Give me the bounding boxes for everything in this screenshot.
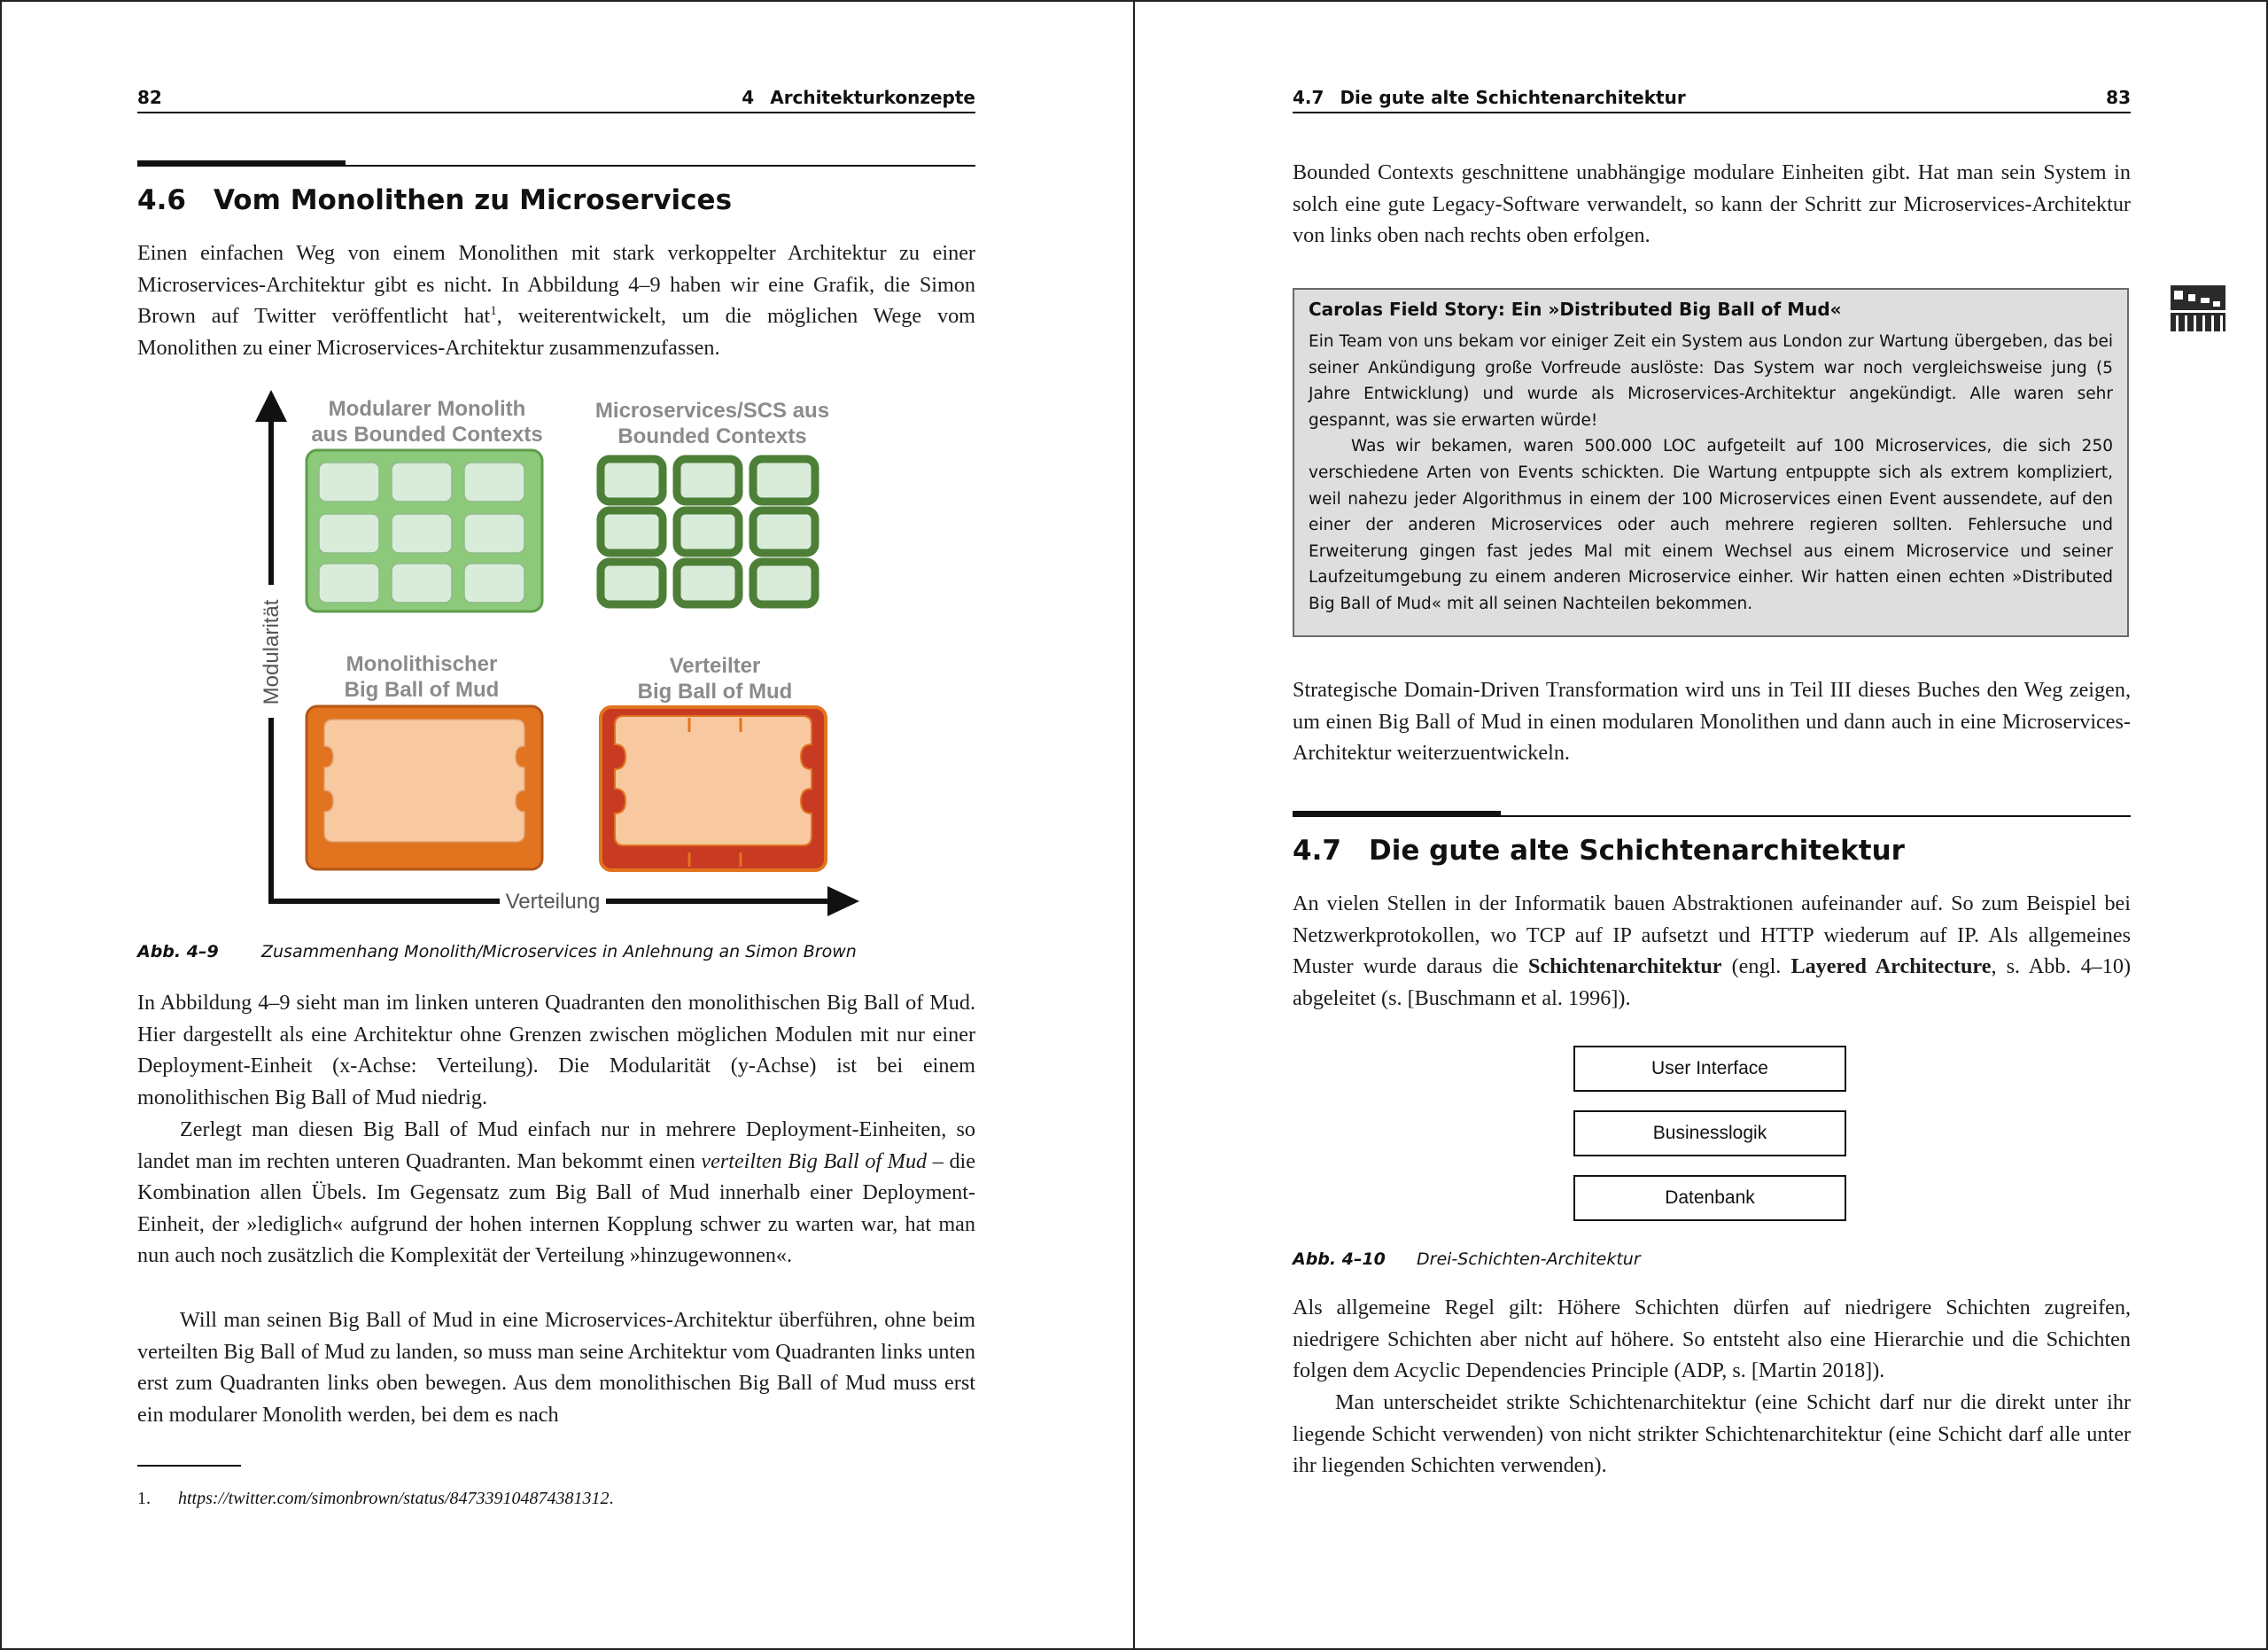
quadrant-title-top-right-1: Microservices/SCS aus xyxy=(594,399,830,423)
chapter-thumb-tab-icon xyxy=(2171,285,2225,331)
footnote-rule xyxy=(137,1465,241,1467)
paragraph-2: Zerlegt man diesen Big Ball of Mud einfach nur in mehrere Deployment-Einheiten, so landet man im rechten unteren Quadranten. Man bekommt einen verteilten Big Ball of Mud – die Kombination allen Übels. Im Gegensatz zum Big Ball of Mud innerhalb einer Deployment-Einheit, der »lediglich« aufgrund der hohen internen Kopplung schwer zu warten war, hat man nun auch noch zusätzlich die Komplexität der Verteilung »hinzugewonnen«. xyxy=(137,1117,975,1268)
quadrant-title-bottom-left-2: Big Ball of Mud xyxy=(344,678,500,702)
story-title: Carolas Field Story: Ein »Distributed Big Ball of Mud« xyxy=(1309,299,1842,320)
figure-caption-4-9: Abb. 4–9 Zusammenhang Monolith/Microservices in Anlehnung an Simon Brown xyxy=(137,942,857,961)
footnote-marker[interactable]: 1 xyxy=(490,304,497,319)
field-story-box xyxy=(1293,288,2129,637)
y-axis-label: Modularität xyxy=(260,599,284,705)
running-header-left xyxy=(137,80,975,113)
layers-intro-paragraph: An vielen Stellen in der Informatik bauen Abstraktionen aufeinander auf. So zum Beispiel bei Netzwerkprotokollen, wo TCP auf IP aufsetzt und HTTP wiederum auf IP. Als allgemeines Muster wurde daraus die Schichtenarchitektur (engl. Layered Architecture, s. Abb. 4–10) abgeleitet (s. [Buschmann et al. 1996]). xyxy=(1293,891,2131,1010)
page-number: 83 xyxy=(2106,87,2131,108)
x-axis-label: Verteilung xyxy=(505,890,601,914)
quadrant-title-top-right-2: Bounded Contexts xyxy=(617,424,807,448)
x-axis-arrow-icon xyxy=(827,886,859,916)
strategic-paragraph: Strategische Domain-Driven Transformation wird uns in Teil III dieses Buches den Weg zeigen, um einen Big Ball of Mud in einen modularen Monolithen und dann auch in eine Microservices-Architektur weiterzuentwickeln. xyxy=(1293,678,2131,766)
quadrant-title-bottom-right-2: Big Ball of Mud xyxy=(637,680,793,704)
monolithic-big-ball-of-mud-block xyxy=(307,706,542,869)
layer-businesslogik: Businesslogik xyxy=(1573,1110,1846,1156)
y-axis-arrow-icon xyxy=(255,390,287,422)
left-page xyxy=(0,0,1133,1650)
monolith-microservices-diagram xyxy=(248,390,886,922)
footnote-link[interactable]: https://twitter.com/simonbrown/status/847339104874381312 xyxy=(178,1489,610,1508)
intro-paragraph: Einen einfachen Weg von einem Monolithen mit stark verkoppelter Architektur zu einer Microservices-Architektur gibt es nicht. In Abbildung 4–9 haben wir eine Grafik, die Simon Brown auf Twitter veröffentlicht hat$^1$, weiterentwickelt, um die möglichen Wege vom Monolithen zu einer Microservices-Architektur zusammenzufassen. xyxy=(137,241,975,360)
figure-caption-4-10: Abb. 4–10 Drei-Schichten-Architektur xyxy=(1293,1249,1641,1269)
strict-paragraph: Man unterscheidet strikte Schichtenarchitektur (eine Schicht darf nur die direkt unter ihr liegende Schicht verwenden) von nicht strikter Schichtenarchitektur (eine Schicht darf alle unter ihr liegenden Schichten verwenden). xyxy=(1293,1390,2131,1478)
quadrant-title-top-left-2: aus Bounded Contexts xyxy=(311,423,543,447)
microservices-block xyxy=(601,459,815,604)
story-body: Ein Team von uns bekam vor einiger Zeit ein System aus London zur Wartung übergeben, das bei seiner Ankündigung große Vorfreude auslöste: Das System war noch vergleichsweise jung (5 Jahre Entwicklung) und wurde als Microservices-Architektur angekündigt. Alle waren sehr gespannt, was sie erwarten würde! Was wir bekamen, waren 500.000 LOC aufgeteilt auf 100 Microservices, die sich 250 verschiedene Arten von Events schickten. Die Wartung entpuppte sich als extrem kompliziert, weil nahezu jeder Algorithmus in einem der 100 Microservices einen Event aussendete, auf den einer der anderen Microservices oder auch mehrere regieren sollten. Fehlersuche und Erweiterung gingen fast jedes Mal mit einem Wechsel aus einem Microservice und seiner Laufzeitumgebung zu einem anderen Microservice einher. Wir hatten einen echten »Distributed Big Ball of Mud« mit all seinen Nachteilen bekommen. xyxy=(1309,332,2113,613)
footnote: 1. https://twitter.com/simonbrown/status/847339104874381312. xyxy=(137,1489,614,1508)
continued-paragraph: Bounded Contexts geschnittene unabhängige modulare Einheiten gibt. Hat man sein System in solch eine gute Legacy-Software verwandelt, so kann der Schritt zur Microservices-Architektur von links oben nach rechts oben erfolgen. xyxy=(1293,160,2131,248)
quadrant-title-bottom-right-1: Verteilter xyxy=(669,654,761,678)
quadrant-title-bottom-left-1: Monolithischer xyxy=(346,652,498,676)
layer-datenbank: Datenbank xyxy=(1573,1175,1846,1221)
section-heading-4-6: 4.6 Vom Monolithen zu Microservices xyxy=(137,165,975,216)
section-title-header: 4.7 Die gute alte Schichtenarchitektur xyxy=(1293,87,1686,108)
chapter-title: 4 Architekturkonzepte xyxy=(742,87,975,108)
layer-user-interface: User Interface xyxy=(1573,1046,1846,1092)
modular-monolith-block xyxy=(307,450,542,611)
distributed-big-ball-of-mud-block xyxy=(601,707,826,870)
rule-paragraph: Als allgemeine Regel gilt: Höhere Schichten dürfen auf niedrigere Schichten zugreifen, niedrigere Schichten aber nicht auf höhere. So entsteht also eine Hierarchie und die Schichten folgen dem Acyclic Dependencies Principle (ADP, s. [Martin 2018]). xyxy=(1293,1296,2131,1383)
right-page xyxy=(1135,0,2268,1650)
paragraph-3: Will man seinen Big Ball of Mud in eine Microservices-Architektur überführen, ohne beim verteilten Big Ball of Mud zu landen, so muss man seine Architektur vom Quadranten links unten erst zum Quadranten links oben bewegen. Aus dem monolithischen Big Ball of Mud muss erst ein modularer Monolith werden, bei dem es nach xyxy=(137,1308,975,1427)
section-heading-4-7: 4.7 Die gute alte Schichtenarchitektur xyxy=(1293,815,2131,867)
running-header-right xyxy=(1293,80,2131,113)
page-number: 82 xyxy=(137,87,162,108)
quadrant-title-top-left-1: Modularer Monolith xyxy=(328,397,526,421)
paragraph-1: In Abbildung 4–9 sieht man im linken unteren Quadranten den monolithischen Big Ball of Mud. Hier dargestellt als eine Architektur ohne Grenzen zwischen möglichen Modulen mit nur einer Deployment-Einheit (x-Achse: Verteilung). Die Modularität (y-Achse) ist bei einem monolithischen Big Ball of Mud niedrig. xyxy=(137,991,975,1109)
layer-diagram xyxy=(1573,1046,1848,1227)
